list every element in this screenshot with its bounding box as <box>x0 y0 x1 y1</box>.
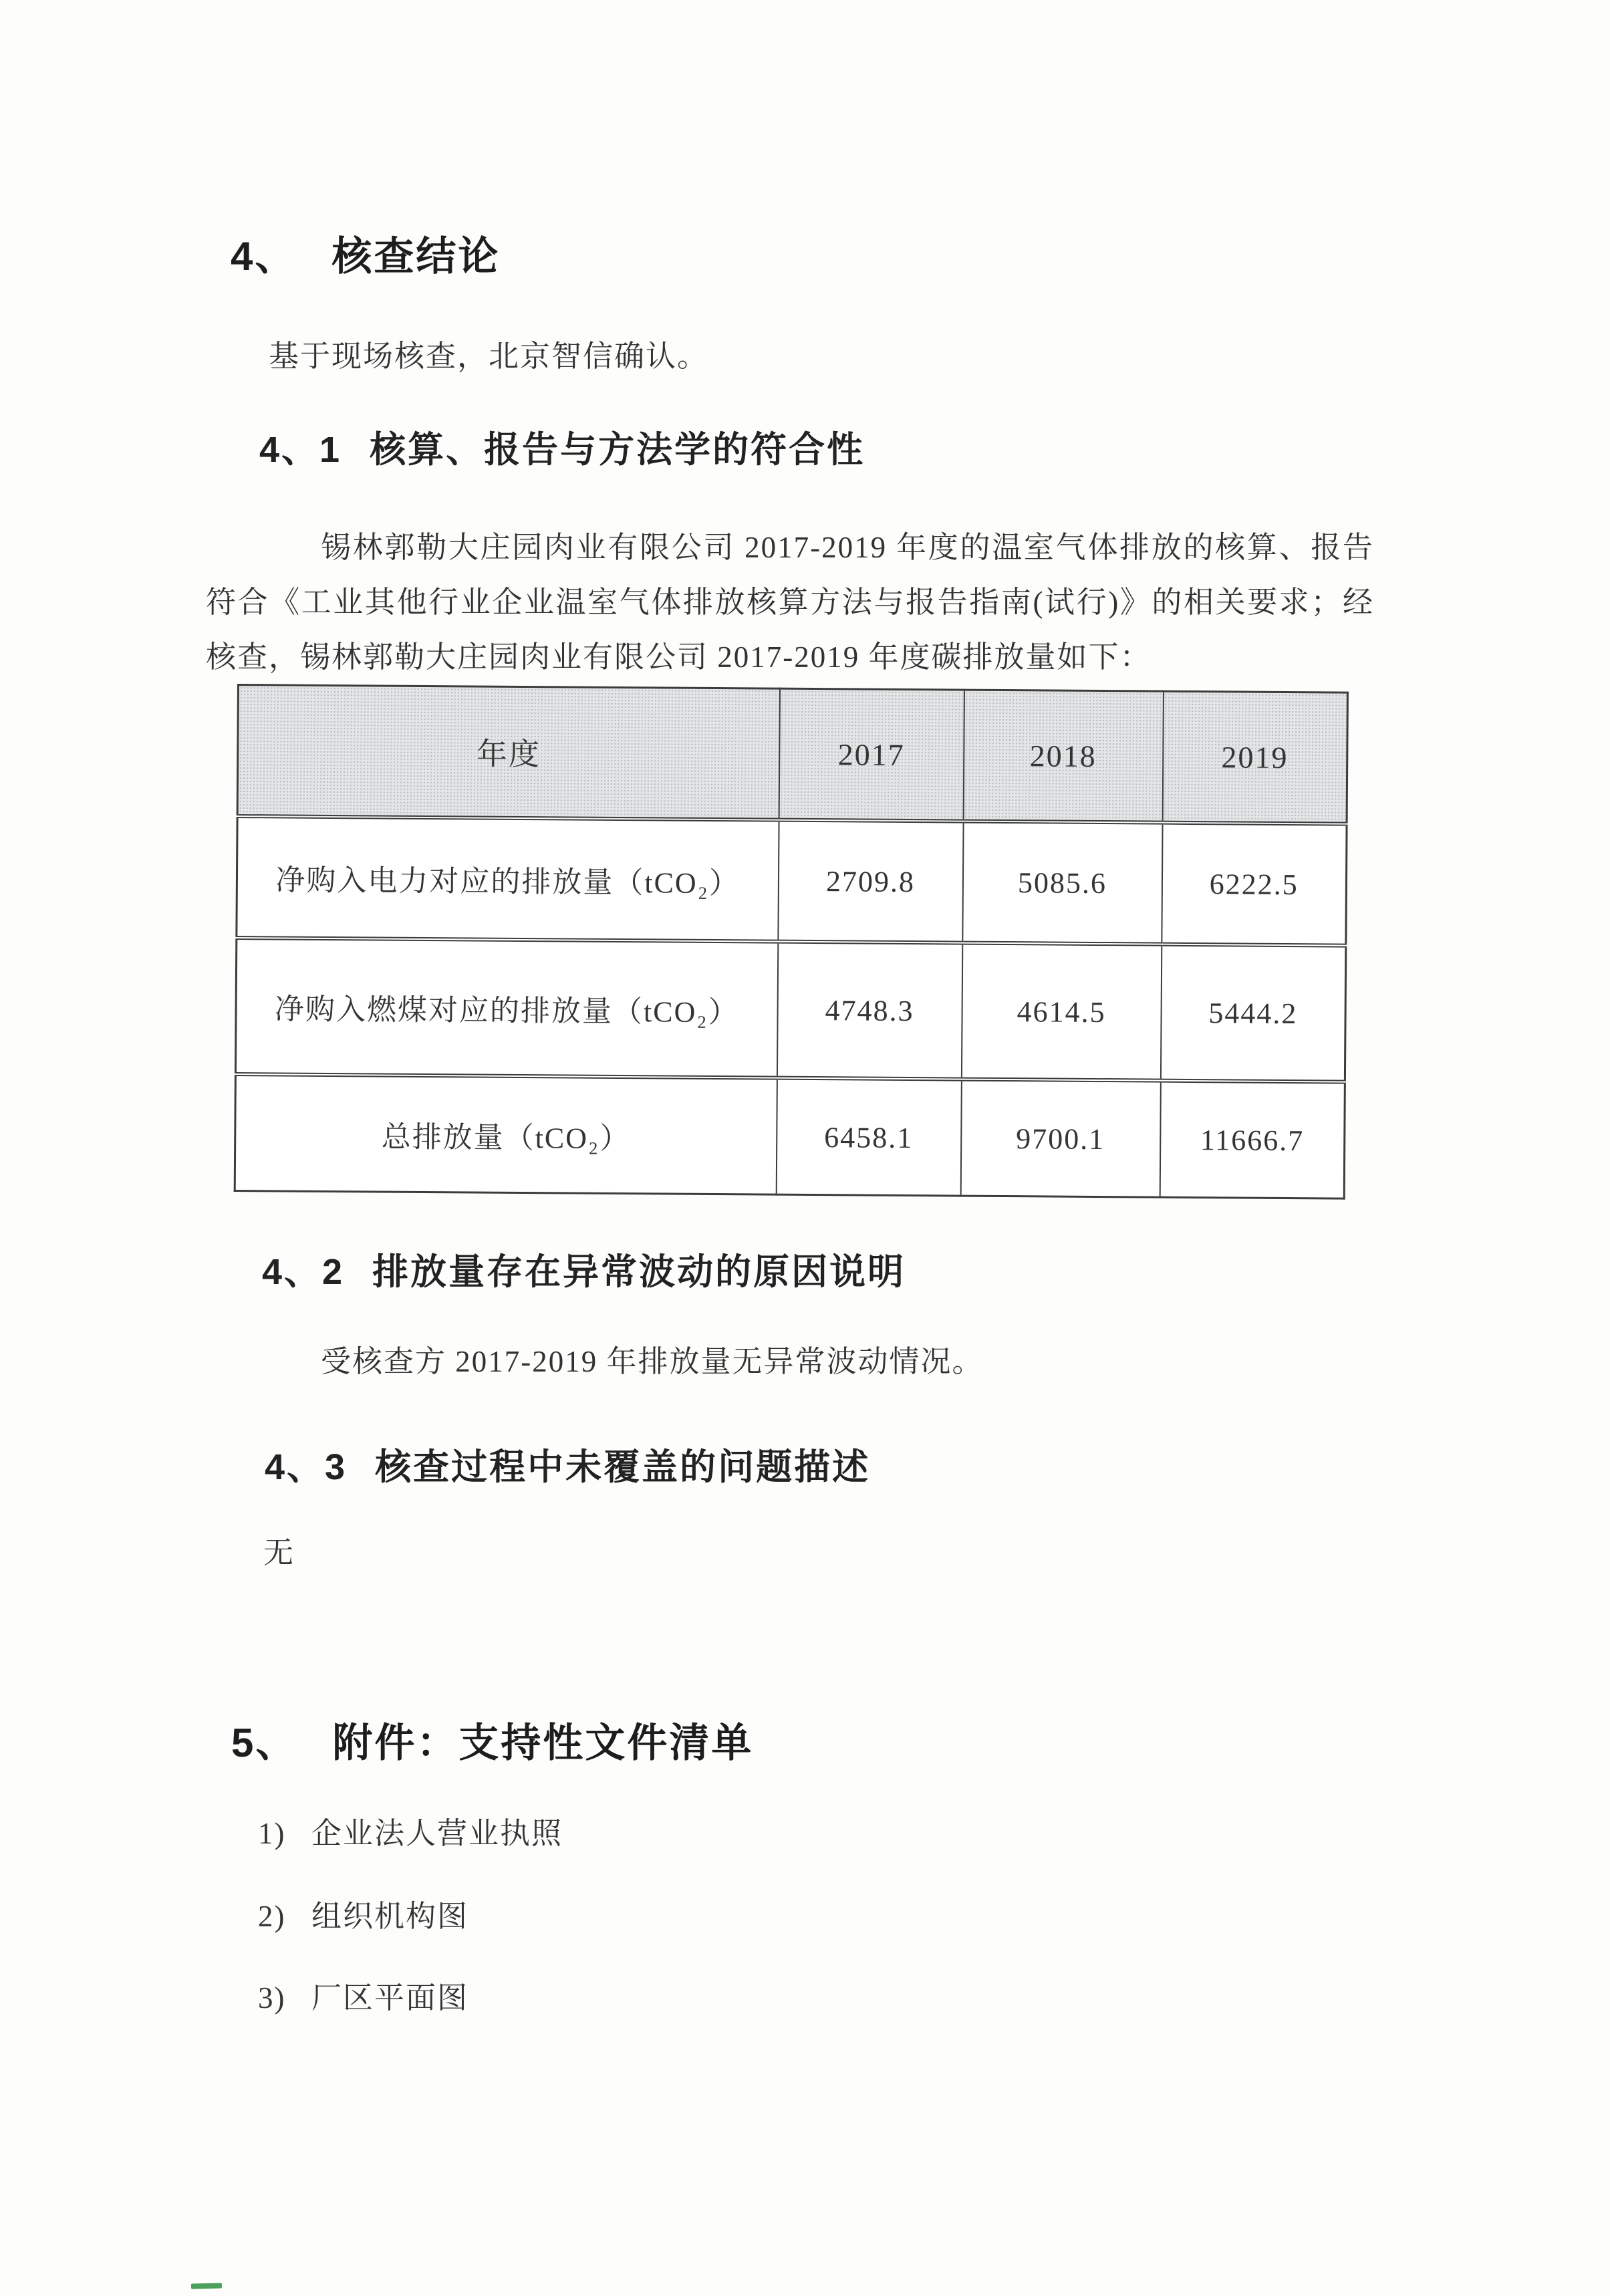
section-4-1-paragraph: 锡林郭勒大庄园肉业有限公司 2017-2019 年度的温室气体排放的核算、报告符合《工业其他行业企业温室气体排放核算方法与报告指南(试行)》的相关要求；经核查，锡林郭勒大庄园肉业有限公司 2017-2019 年度碳排放量如下： <box>206 531 1374 674</box>
section-4-3-paragraph: 无 <box>263 1536 295 1569</box>
section-4-2-heading <box>262 1243 906 1295</box>
attachment-3-label: 厂区平面图 <box>311 1981 469 2015</box>
attachment-1-index: 1) <box>258 1817 286 1850</box>
coal-2019-value: 5444.2 <box>1160 944 1345 1082</box>
coal-2017-value: 4748.3 <box>777 942 962 1079</box>
table-row-electricity <box>237 816 1347 946</box>
section-4-intro-paragraph: 基于现场核查，北京智信确认。 <box>269 340 709 373</box>
section-5-number: 5、 <box>231 1720 298 1765</box>
emissions-table <box>234 684 1349 1200</box>
header-cell-2019: 2019 <box>1162 691 1347 823</box>
section-4-1-number: 4、1 <box>259 430 342 470</box>
section-4-3-heading <box>265 1438 870 1490</box>
total-2019-value: 11666.7 <box>1160 1081 1345 1198</box>
total-2017-value: 6458.1 <box>776 1078 961 1196</box>
attachment-3-index: 3) <box>258 1981 286 2015</box>
total-2018-value: 9700.1 <box>960 1079 1160 1198</box>
emissions-table-header-row <box>237 685 1347 824</box>
section-4-2-number: 4、2 <box>262 1252 345 1292</box>
attachment-item-1 <box>258 1809 563 1852</box>
header-cell-2017: 2017 <box>779 688 964 821</box>
green-scan-mark <box>191 2283 222 2289</box>
section-4-heading <box>231 225 500 282</box>
section-4-2-title: 排放量存在异常波动的原因说明 <box>372 1252 906 1292</box>
attachment-item-2 <box>258 1892 468 1935</box>
section-5-title: 附件：支持性文件清单 <box>332 1720 754 1765</box>
header-cell-year: 年度 <box>237 685 779 820</box>
section-4-2-paragraph: 受核查方 2017-2019 年排放量无异常波动情况。 <box>321 1345 984 1378</box>
attachment-1-label: 企业法人营业执照 <box>311 1817 563 1850</box>
table-row-total <box>235 1074 1345 1198</box>
section-4-1-title: 核算、报告与方法学的符合性 <box>370 430 865 470</box>
emissions-table-container <box>234 684 1349 1200</box>
section-4-3-number: 4、3 <box>265 1447 348 1487</box>
section-5-heading <box>231 1711 753 1769</box>
electricity-2018-value: 5085.6 <box>962 821 1162 944</box>
table-row-coal <box>235 938 1345 1082</box>
attachment-2-index: 2) <box>258 1900 286 1933</box>
attachment-2-label: 组织机构图 <box>311 1900 469 1933</box>
coal-2018-value: 4614.5 <box>961 943 1161 1081</box>
section-4-number: 4、 <box>231 234 297 279</box>
header-cell-2018: 2018 <box>963 690 1163 823</box>
electricity-2017-value: 2709.8 <box>778 820 963 943</box>
row-label-total: 总排放量（tCO₂） <box>235 1074 777 1194</box>
section-4-1-heading <box>259 421 865 473</box>
section-4-3-title: 核查过程中未覆盖的问题描述 <box>375 1447 871 1487</box>
electricity-2019-value: 6222.5 <box>1162 823 1347 946</box>
attachment-item-3 <box>258 1973 468 2017</box>
row-label-coal: 净购入燃煤对应的排放量（tCO₂） <box>235 938 777 1078</box>
section-4-title: 核查结论 <box>331 234 501 279</box>
row-label-electricity: 净购入电力对应的排放量（tCO₂） <box>237 816 779 942</box>
